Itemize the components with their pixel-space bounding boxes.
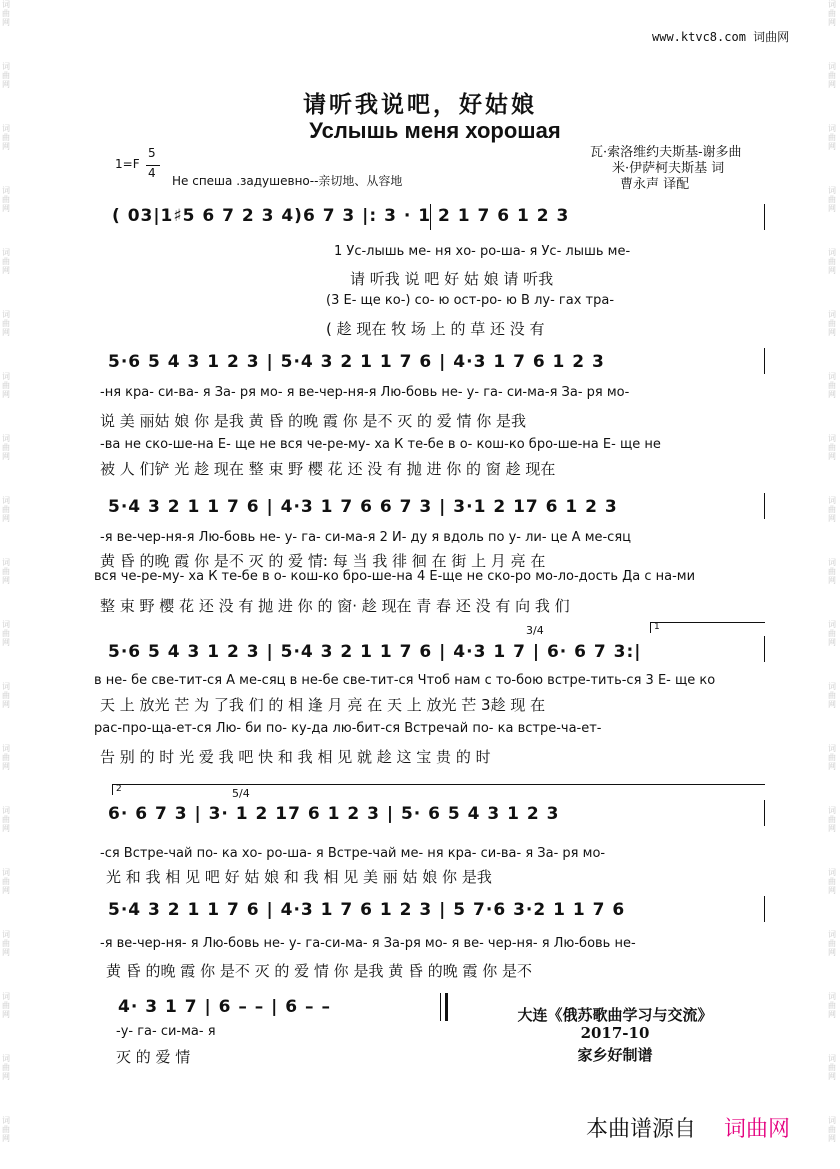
repeat-barline <box>430 204 431 230</box>
watermark-text: 词 曲 网 <box>828 682 836 709</box>
watermark-text: 词 曲 网 <box>828 124 836 151</box>
watermark-text: 词 曲 网 <box>2 0 10 27</box>
barline <box>764 896 765 922</box>
watermark-text: 词 曲 网 <box>2 1054 10 1081</box>
watermark-text: 词 曲 网 <box>828 186 836 213</box>
lyricist-credit: 米·伊萨柯夫斯基 词 <box>612 161 725 176</box>
song-title-chinese: 请听我说吧，好姑娘 <box>303 91 537 118</box>
lyric-line: 天 上 放光 芒 为 了我 们 的 相 逢 月 亮 在 天 上 放光 芒 3趁 现 在 <box>100 696 546 714</box>
barline <box>764 800 765 826</box>
lyric-line: -ня кра- си-ва- я За- ря мо- я ве-чер-ня-я Лю-бовь не- у- га- си-ма-я За- ря мо- <box>100 385 630 400</box>
lyric-line: 说 美 丽姑 娘 你 是我 黄 昏 的晚 霞 你 是不 灭 的 爱 情 你 是我 <box>100 412 527 430</box>
lyric-line: рас-про-ща-ет-ся Лю- би по- ку-да лю-бит-ся Встречай по- ка встре-ча-ет- <box>94 721 602 736</box>
notation-line-2: 5·6 5 4 3 1 2 3 | 5·4 3 2 1 1 7 6 | 4·3 1 7 6 1 2 3 <box>108 352 605 372</box>
source-brand-link[interactable]: 词曲网 <box>724 1117 791 1142</box>
second-ending-number: 2 <box>116 784 122 794</box>
watermark-text: 词 曲 网 <box>828 62 836 89</box>
watermark-text: 词 曲 网 <box>828 620 836 647</box>
watermark-text: 词 曲 网 <box>2 496 10 523</box>
watermark-text: 词 曲 网 <box>828 372 836 399</box>
watermark-text: 词 曲 网 <box>828 992 836 1019</box>
lyric-line: -у- га- си-ма- я <box>116 1024 216 1039</box>
lyric-line: 1 Ус-лышь ме- ня хо- ро-ша- я Ус- лышь ме- <box>334 244 631 259</box>
watermark-text: 词 曲 网 <box>2 248 10 275</box>
source-label: 本曲谱源自 <box>586 1117 697 1142</box>
lyric-line: 请 听我 说 吧 好 姑 娘 请 听我 <box>350 270 554 288</box>
watermark-text: 词 曲 网 <box>2 744 10 771</box>
song-title-russian: Услышь меня хорошая <box>309 118 561 143</box>
watermark-text: 词 曲 网 <box>2 930 10 957</box>
watermark-text: 词 曲 网 <box>828 496 836 523</box>
watermark-text: 词 曲 网 <box>2 310 10 337</box>
meter-change: 5/4 <box>232 787 250 800</box>
barline <box>764 204 765 230</box>
arranger-name: 家乡好制谱 <box>577 1046 653 1064</box>
watermark-text: 词 曲 网 <box>2 682 10 709</box>
lyric-line: 黄 昏 的晚 霞 你 是不 灭 的 爱 情 你 是我 黄 昏 的晚 霞 你 是不 <box>106 962 533 980</box>
watermark-text: 词 曲 网 <box>2 372 10 399</box>
barline <box>764 493 765 519</box>
watermark-text: 词 曲 网 <box>828 1054 836 1081</box>
watermark-text: 词 曲 网 <box>2 186 10 213</box>
watermark-text: 词 曲 网 <box>828 868 836 895</box>
watermark-text: 词 曲 网 <box>828 434 836 461</box>
lyric-line: -я ве-чер-ня- я Лю-бовь не- у- га-си-ма- я За-ря мо- я ве- чер-ня- я Лю-бовь не- <box>100 936 636 951</box>
notation-line-3: 5·4 3 2 1 1 7 6 | 4·3 1 7 6 6 7 3 | 3·1 2 17 6 1 2 3 <box>108 497 618 517</box>
translator-credit: 曹永声 译配 <box>620 177 690 192</box>
second-ending-bracket <box>112 784 765 795</box>
lyric-line: (3 Е- ще ко-) со- ю ост-ро- ю В лу- гах тра- <box>326 293 615 308</box>
watermark-text: 词 曲 网 <box>828 806 836 833</box>
notation-line-4: 5·6 5 4 3 1 2 3 | 5·4 3 2 1 1 7 6 | 4·3 1 7 | 6· 6 7 3:| <box>108 642 642 662</box>
notation-line-1: ( 03|1♯5 6 7 2 3 4)6 7 3 |: 3 · 1 2 1 7 6 1 2 3 <box>112 206 570 226</box>
lyric-line: 灭 的 爱 情 <box>116 1048 191 1066</box>
right-watermark-strip <box>826 0 840 1169</box>
left-watermark-strip <box>0 0 14 1169</box>
notation-line-5: 6· 6 7 3 | 3· 1 2 17 6 1 2 3 | 5· 6 5 4 3 1 2 3 <box>108 804 560 824</box>
time-signature-bottom: 4 <box>148 166 156 180</box>
barline <box>764 636 765 662</box>
notation-line-7: 4· 3 1 7 | 6 – – | 6 – – <box>118 997 331 1017</box>
lyric-line: 黄 昏 的晚 霞 你 是不 灭 的 爱 情: 每 当 我 徘 徊 在 街 上 月 亮 在 <box>100 552 546 570</box>
final-barline-thick <box>445 993 448 1021</box>
watermark-text: 词 曲 网 <box>828 310 836 337</box>
lyric-line: -ся Встре-чай по- ка хо- ро-ша- я Встре-чай ме- ня кра- си-ва- я За- ря мо- <box>100 846 606 861</box>
watermark-text: 词 曲 网 <box>2 558 10 585</box>
lyric-line: 被 人 们铲 光 趁 现在 整 束 野 樱 花 还 没 有 抛 进 你 的 窗 趁 现在 <box>100 460 556 478</box>
lyric-line: 告 别 的 时 光 爱 我 吧 快 和 我 相 见 就 趁 这 宝 贵 的 时 <box>100 748 491 766</box>
lyric-line: -я ве-чер-ня-я Лю-бовь не- у- га- си-ма-я 2 И- ду я вдоль по у- ли- це А ме-сяц <box>100 530 632 545</box>
lyric-line: 整 束 野 樱 花 还 没 有 抛 进 你 的 窗· 趁 现在 青 春 还 没 有 向 我 们 <box>100 597 570 615</box>
watermark-text: 词 曲 网 <box>828 930 836 957</box>
lyric-line: 光 和 我 相 见 吧 好 姑 娘 和 我 相 见 美 丽 姑 娘 你 是我 <box>106 868 492 886</box>
watermark-text: 词 曲 网 <box>2 62 10 89</box>
lyric-line: ( 趁 现在 牧 场 上 的 草 还 没 有 <box>326 320 545 338</box>
watermark-text: 词 曲 网 <box>2 620 10 647</box>
time-signature-top: 5 <box>148 146 156 160</box>
watermark-text: 词 曲 网 <box>2 434 10 461</box>
watermark-text: 词 曲 网 <box>2 992 10 1019</box>
watermark-text: 词 曲 网 <box>828 248 836 275</box>
lyric-line: -ва не ско-ше-на Е- ще не вся че-ре-му- ха К те-бе в о- кош-ко бро-ше-на Е- ще не <box>100 437 661 452</box>
watermark-text: 词 曲 网 <box>2 806 10 833</box>
watermark-text: 词 曲 网 <box>2 124 10 151</box>
lyric-line: вся че-ре-му- ха К те-бе в о- кош-ко бро-ше-на 4 Е-ще не ско-ро мо-ло-дость Да с на-ми <box>94 569 696 584</box>
tempo-marking: Не спеша .задушевно--亲切地、从容地 <box>172 174 403 188</box>
lyric-line: в не- бе све-тит-ся А ме-сяц в не-бе све-тит-ся Чтоб нам с то-бою встре-тить-ся 3 Е- ще ко <box>94 673 716 688</box>
watermark-text: 词 曲 网 <box>828 744 836 771</box>
notation-line-6: 5·4 3 2 1 1 7 6 | 4·3 1 7 6 1 2 3 | 5 7·6 3·2 1 1 7 6 <box>108 900 626 920</box>
meter-change: 3/4 <box>526 624 544 637</box>
composer-credit: 瓦·索洛维约夫斯基-谢多曲 <box>590 145 742 160</box>
barline <box>764 348 765 374</box>
watermark-text: 词 曲 网 <box>2 1116 10 1143</box>
watermark-text: 词 曲 网 <box>828 1116 836 1143</box>
arranger-group: 大连《俄苏歌曲学习与交流》 <box>517 1006 713 1024</box>
arrangement-date: 2017-10 <box>580 1024 650 1042</box>
watermark-text: 词 曲 网 <box>2 868 10 895</box>
site-header[interactable]: www.ktvc8.com 词曲网 <box>652 30 790 44</box>
watermark-text: 词 曲 网 <box>828 558 836 585</box>
final-barline <box>440 993 441 1021</box>
first-ending-number: 1 <box>654 622 660 632</box>
key-signature: 1=F <box>115 157 140 171</box>
watermark-text: 词 曲 网 <box>828 0 836 27</box>
first-ending-bracket <box>650 622 765 633</box>
